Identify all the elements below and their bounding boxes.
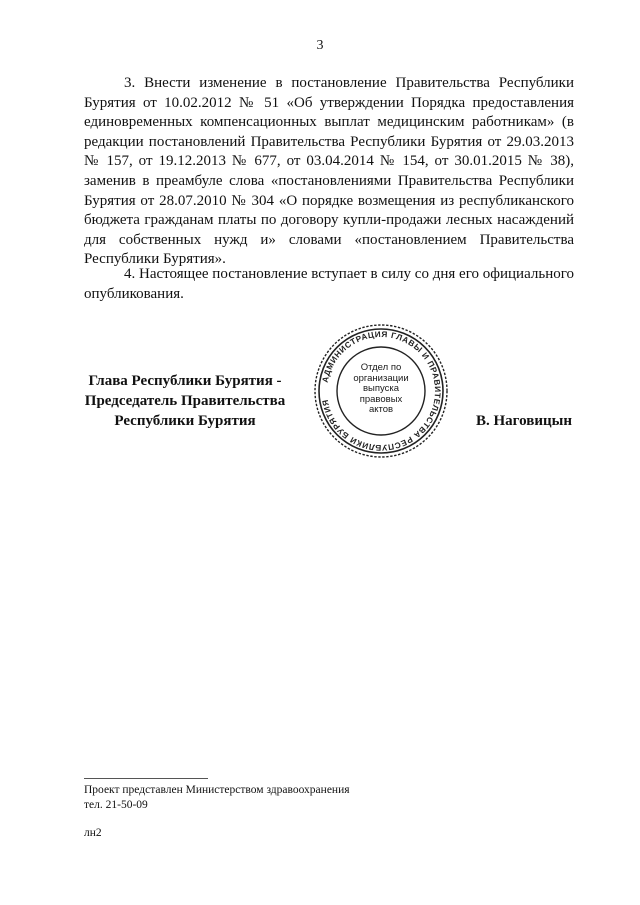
stamp-ring-text: АДМИНИСТРАЦИЯ ГЛАВЫ И ПРАВИТЕЛЬСТВА РЕСПУБЛИКИ БУРЯТИЯ [320,329,443,453]
signer-title-line-2: Председатель Правительства [84,393,286,409]
signer-name: В. Наговицын [476,413,572,429]
official-stamp [313,323,449,459]
stamp-line-3: выпуска [362,383,400,394]
stamp-line-4: правовых [359,393,403,405]
stamp-line-2: организации [353,372,409,384]
stamp-center-text [341,363,421,416]
footnote-code: лн2 [84,827,102,839]
stamp-line-1: Отдел по [360,362,402,373]
footnote-phone: тел. 21-50-09 [84,799,148,811]
signer-title-line-1: Глава Республики Бурятия - [88,373,282,389]
signer-title-line-3: Республики Бурятия [114,413,256,429]
stamp-line-5: актов [368,404,394,415]
paragraph-item-4: 4. Настоящее постановление вступает в силу со дня его официального опубликования. [84,266,574,302]
footnote-divider [84,778,208,779]
page-number: 3 [316,38,324,53]
signer-title [80,371,290,431]
footnote-author: Проект представлен Министерством здравоохранения [84,784,350,796]
paragraph-item-3: 3. Внести изменение в постановление Правительства Республики Бурятия от 10.02.2012 № 51 «Об утверждении Порядка предоставления единовременных компенсационных выплат медицинским работникам» (в редакции постановлений Правительства Республики Бурятия от 29.03.2013 № 157, от 19.12.2013 № 677, от 03.04.2014 № 154, от 30.01.2015 № 38), заменив в преамбуле слова «постановлениями Правительства Республики Бурятия от 28.07.2010 № 304 «О порядке возмещения из республиканского бюджета гражданам платы по договору купли-продажи лесных насаждений для собственных нужд и» словами «постановлением Правительства Республики Бурятия». [84,75,574,268]
